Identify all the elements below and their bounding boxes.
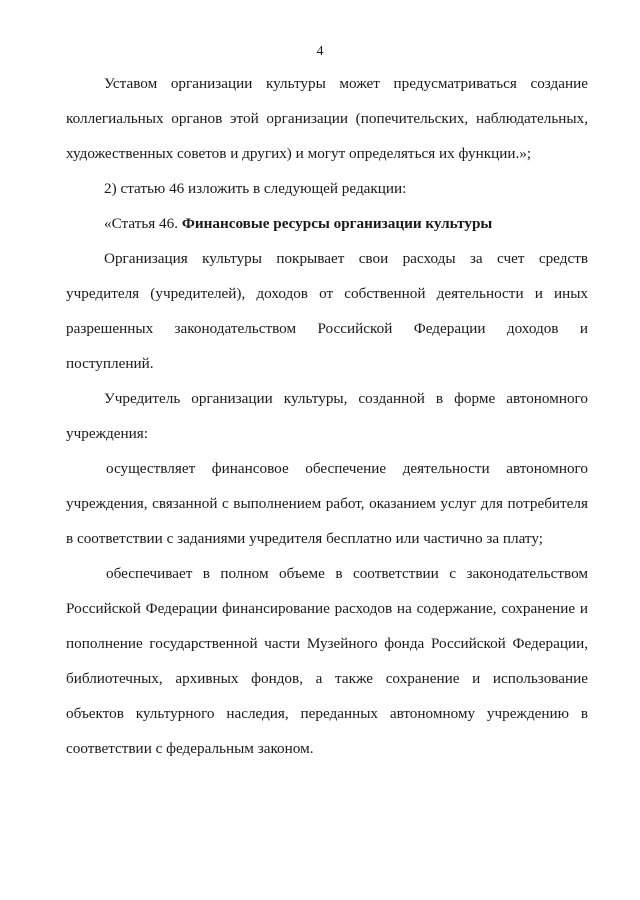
- article-number: «Статья 46.: [104, 215, 182, 232]
- paragraph-founder-intro: [66, 381, 588, 451]
- paragraph-founder-duty-1: [66, 451, 588, 556]
- text-line: художественных советов и других) и могут определяться их функции.»;: [66, 145, 532, 162]
- text-line: объектов культурного наследия, переданных автономному учреждению в: [66, 705, 588, 722]
- text-line: 2) статью 46 изложить в следующей редакции:: [104, 180, 407, 197]
- text-line: Российской Федерации финансирование расходов на содержание, сохранение и: [66, 600, 588, 617]
- article-title: Финансовые ресурсы организации культуры: [181, 215, 493, 232]
- text-line: библиотечных, архивных фондов, а также сохранение и использование: [66, 670, 588, 687]
- text-line: учреждения:: [66, 425, 148, 442]
- page-number: 4: [316, 44, 324, 59]
- text-line: в соответствии с заданиями учредителя бесплатно или частично за плату;: [66, 530, 543, 547]
- paragraph-charter-bodies: [66, 66, 588, 171]
- text-line: разрешенных законодательством Российской Федерации доходов и: [66, 320, 588, 337]
- text-line: Уставом организации культуры может предусматриваться создание: [104, 75, 588, 92]
- text-line: обеспечивает в полном объеме в соответствии с законодательством: [106, 565, 588, 582]
- text-line: коллегиальных органов этой организации (попечительских, наблюдательных,: [66, 110, 588, 127]
- text-line: осуществляет финансовое обеспечение деятельности автономного: [106, 460, 588, 477]
- paragraph-amend-article-46: [66, 171, 588, 206]
- document-body: [66, 66, 588, 766]
- text-line: Учредитель организации культуры, созданной в форме автономного: [104, 390, 588, 407]
- paragraph-financing-sources: [66, 241, 588, 381]
- text-line: учредителя (учредителей), доходов от собственной деятельности и иных: [66, 285, 588, 302]
- text-line: учреждения, связанной с выполнением работ, оказанием услуг для потребителя: [66, 495, 588, 512]
- article-heading: [66, 206, 588, 241]
- paragraph-founder-duty-2: [66, 556, 588, 766]
- text-line: Организация культуры покрывает свои расходы за счет средств: [104, 250, 588, 267]
- text-line: пополнение государственной части Музейного фонда Российской Федерации,: [66, 635, 588, 652]
- text-line: поступлений.: [66, 355, 154, 372]
- text-line: соответствии с федеральным законом.: [66, 740, 314, 757]
